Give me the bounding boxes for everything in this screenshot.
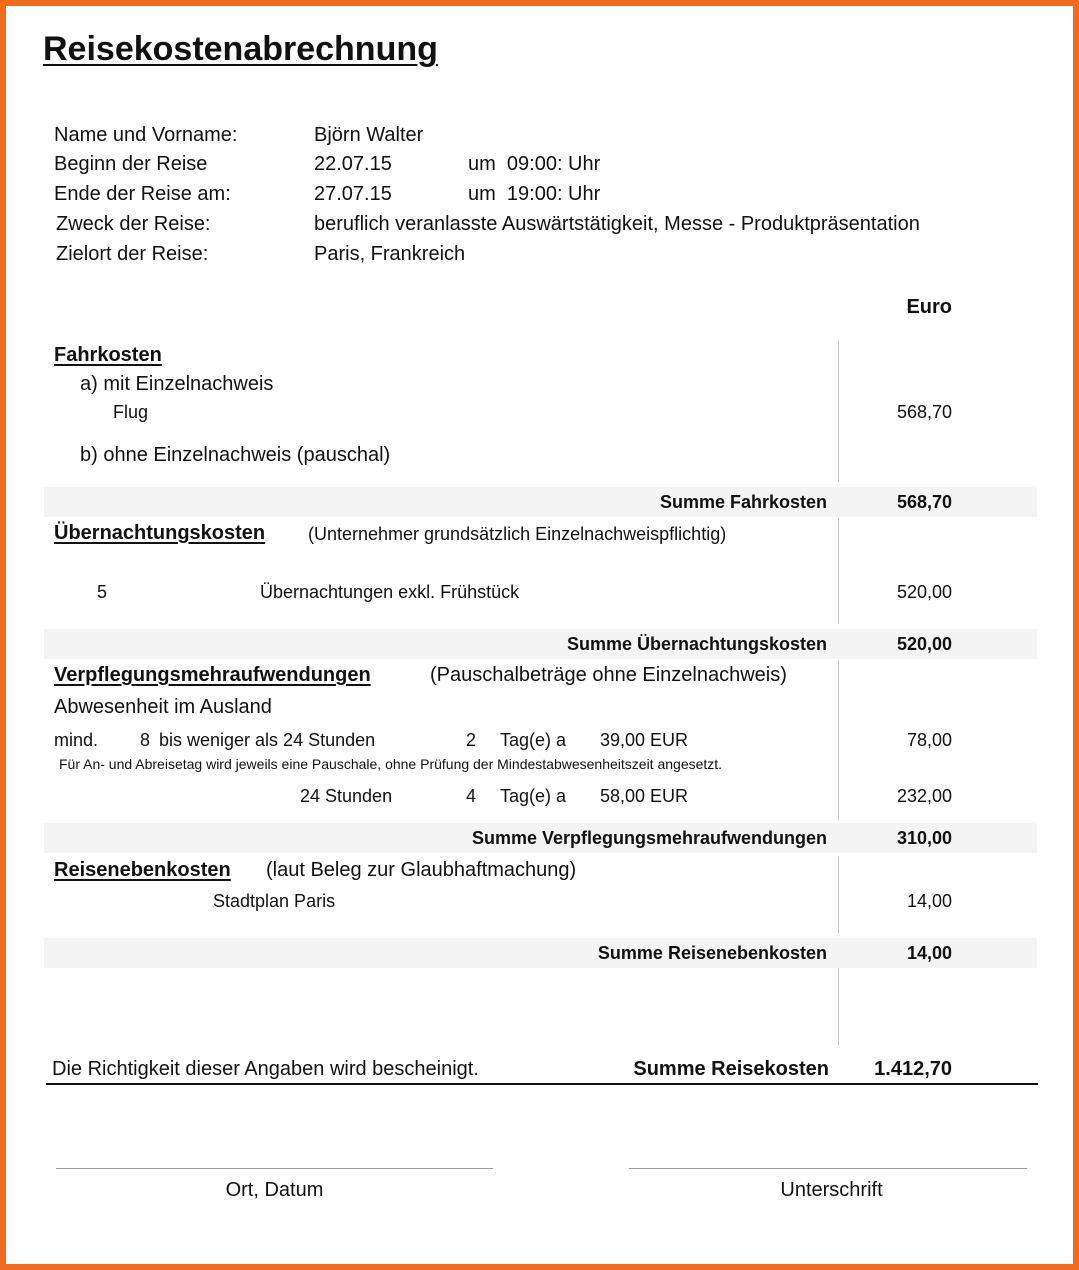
confirmation-statement: Die Richtigkeit dieser Angaben wird bescheinigt.: [52, 1058, 479, 1080]
destination-label: Zielort der Reise:: [56, 243, 209, 265]
fahrkosten-sum-label: Summe Fahrkosten: [659, 492, 827, 512]
fahrkosten-item-amount: 568,70: [896, 402, 952, 422]
total-underline: [46, 1083, 1038, 1085]
uebernachtung-sum-label: Summe Übernachtungskosten: [566, 634, 827, 654]
nebenkosten-note: (laut Beleg zur Glaubhaftmachung): [266, 859, 577, 881]
signature-line: [629, 1168, 1027, 1169]
place-date-label: Ort, Datum: [225, 1179, 324, 1201]
verpflegung-row2-rate: 58,00 EUR: [600, 786, 689, 806]
verpflegung-row2-unit: Tag(e) a: [500, 786, 567, 806]
name-label: Name und Vorname:: [54, 124, 238, 146]
fahrkosten-sum-amount: 568,70: [896, 492, 952, 512]
nebenkosten-item-label: Stadtplan Paris: [213, 891, 336, 911]
end-label: Ende der Reise am:: [54, 183, 231, 205]
start-time: um 09:00: Uhr: [468, 153, 601, 175]
nebenkosten-heading: Reisenebenkosten: [54, 859, 231, 881]
total-label: Summe Reisekosten: [633, 1058, 829, 1080]
column-divider: [838, 968, 839, 1046]
verpflegung-row1-unit: Tag(e) a: [500, 730, 567, 750]
place-date-line: [56, 1168, 493, 1169]
uebernachtung-note: (Unternehmer grundsätzlich Einzelnachweispflichtig): [308, 524, 727, 544]
nebenkosten-sum-label: Summe Reisenebenkosten: [597, 943, 827, 963]
verpflegung-sum-label: Summe Verpflegungsmehraufwendungen: [471, 828, 827, 848]
column-divider: [838, 856, 839, 934]
verpflegung-sub: Abwesenheit im Ausland: [54, 696, 272, 718]
end-time: um 19:00: Uhr: [468, 183, 601, 205]
uebernachtung-count: 5: [97, 582, 108, 602]
end-date: 27.07.15: [314, 183, 392, 205]
verpflegung-row2-amount: 232,00: [896, 786, 952, 806]
purpose-label: Zweck der Reise:: [56, 213, 211, 235]
fahrkosten-sub-b: b) ohne Einzelnachweis (pauschal): [80, 444, 391, 466]
verpflegung-row1-amount: 78,00: [906, 730, 952, 750]
verpflegung-row2-days: 4: [466, 786, 477, 806]
verpflegung-footnote: Für An- und Abreisetag wird jeweils eine Pauschale, ohne Prüfung der Mindestabwesenheitszeit angesetzt.: [59, 756, 723, 772]
verpflegung-row1-rate: 39,00 EUR: [600, 730, 689, 750]
start-label: Beginn der Reise: [54, 153, 208, 175]
total-amount: 1.412,70: [874, 1058, 952, 1080]
nebenkosten-item-amount: 14,00: [906, 891, 952, 911]
currency-header: Euro: [906, 296, 952, 318]
uebernachtung-item-label: Übernachtungen exkl. Frühstück: [260, 582, 520, 602]
verpflegung-note: (Pauschalbeträge ohne Einzelnachweis): [430, 664, 787, 686]
start-date: 22.07.15: [314, 153, 392, 175]
column-divider: [838, 518, 839, 624]
column-divider: [838, 340, 839, 482]
fahrkosten-sub-a: a) mit Einzelnachweis: [80, 373, 274, 395]
uebernachtung-heading: Übernachtungskosten: [54, 522, 266, 544]
verpflegung-sum-amount: 310,00: [896, 828, 952, 848]
fahrkosten-item-label: Flug: [113, 402, 149, 422]
column-divider: [838, 660, 839, 820]
verpflegung-heading: Verpflegungsmehraufwendungen: [54, 664, 371, 686]
nebenkosten-sum-amount: 14,00: [906, 943, 952, 963]
verpflegung-row1-desc: bis weniger als 24 Stunden: [159, 730, 376, 750]
purpose-value: beruflich veranlasste Auswärtstätigkeit, Messe - Produktpräsentation: [314, 213, 920, 235]
verpflegung-row2-desc: 24 Stunden: [300, 786, 393, 806]
name-value: Björn Walter: [314, 124, 424, 146]
uebernachtung-item-amount: 520,00: [896, 582, 952, 602]
verpflegung-row1-prefix: mind.: [54, 730, 99, 750]
verpflegung-row1-hours: 8: [140, 730, 151, 750]
signature-label: Unterschrift: [780, 1179, 883, 1201]
document-title: Reisekostenabrechnung: [43, 30, 438, 68]
verpflegung-row1-days: 2: [466, 730, 477, 750]
uebernachtung-sum-amount: 520,00: [896, 634, 952, 654]
fahrkosten-heading: Fahrkosten: [54, 344, 162, 366]
destination-value: Paris, Frankreich: [314, 243, 466, 265]
